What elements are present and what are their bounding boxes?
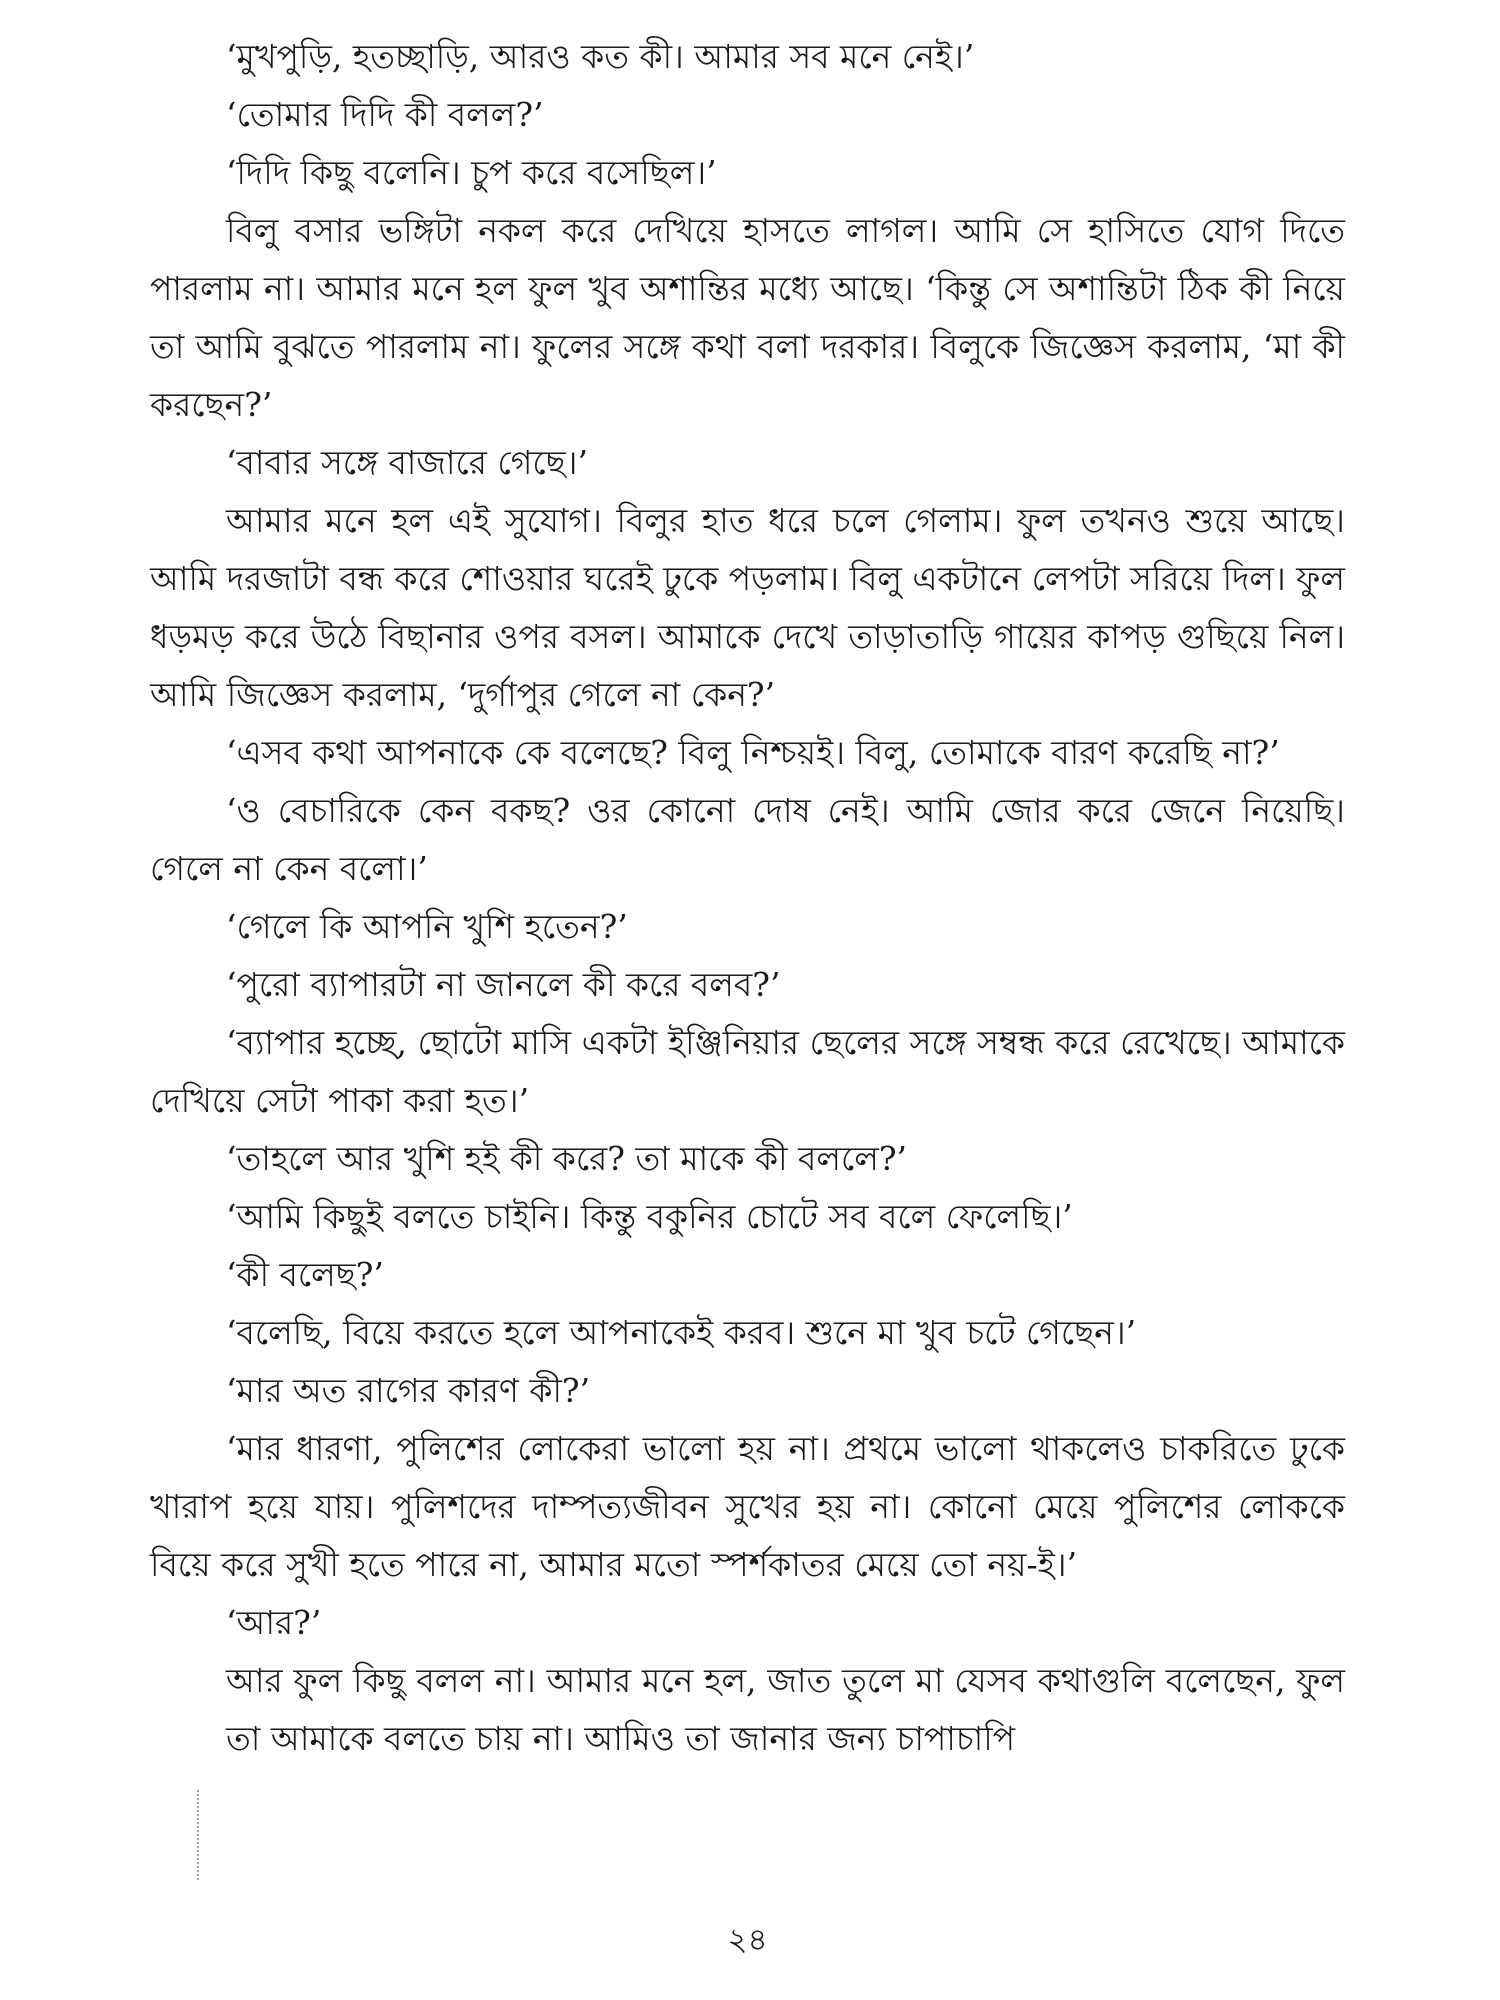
paragraph-18: ‘আর?’	[226, 1603, 322, 1642]
paragraph-17: ‘মার ধারণা, পুলিশের লোকেরা ভালো হয় না। প্রথমে ভালো থাকলেও চাকরিতে ঢুকে খারাপ হয়ে যায়। পুলিশদের দাম্পত্যজীবন সুখের হয় না। কোনো মেয়ে পুলিশের লোককে বিয়ে করে সুখী হতে পারে না, আমার মতো স্পর্শকাতর মেয়ে তো নয়-ই।’	[150, 1429, 1345, 1584]
paragraph-12: ‘তাহলে আর খুশি হই কী করে? তা মাকে কী বললে?’	[226, 1139, 908, 1178]
paragraph-19: আর ফুল কিছু বলল না। আমার মনে হল, জাত তুলে মা যেসব কথাগুলি বলেছেন, ফুল তা আমাকে বলতে চায় না। আমিও তা জানার জন্য চাপাচাপি	[226, 1661, 1345, 1758]
paragraph-4: বিলু বসার ভঙ্গিটা নকল করে দেখিয়ে হাসতে লাগল। আমি সে হাসিতে যোগ দিতে পারলাম না। আমার মনে হল ফুল খুব অশান্তির মধ্যে আছে। ‘কিন্তু সে অশান্তিটা ঠিক কী নিয়ে তা আমি বুঝতে পারলাম না। ফুলের সঙ্গে কথা বলা দরকার। বিলুকে জিজ্ঞেস করলাম, ‘মা কী করছেন?’	[150, 211, 1345, 424]
paragraph-6: আমার মনে হল এই সুযোগ। বিলুর হাত ধরে চলে গেলাম। ফুল তখনও শুয়ে আছে। আমি দরজাটা বন্ধ করে শোওয়ার ঘরেই ঢুকে পড়লাম। বিলু একটানে লেপটা সরিয়ে দিল। ফুল ধড়মড় করে উঠে বিছানার ওপর বসল। আমাকে দেখে তাড়াতাড়ি গায়ের কাপড় গুছিয়ে নিল। আমি জিজ্ঞেস করলাম, ‘দুর্গাপুর গেলে না কেন?’	[150, 501, 1345, 714]
paragraph-10: ‘পুরো ব্যাপারটা না জানলে কী করে বলব?’	[226, 965, 781, 1004]
paragraph-13: ‘আমি কিছুই বলতে চাইনি। কিন্তু বকুনির চোটে সব বলে ফেলেছি।’	[226, 1197, 1073, 1236]
paragraph-15: ‘বলেছি, বিয়ে করতে হলে আপনাকেই করব। শুনে মা খুব চটে গেছেন।’	[226, 1313, 1137, 1352]
paragraph-7: ‘এসব কথা আপনাকে কে বলেছে? বিলু নিশ্চয়ই। বিলু, তোমাকে বারণ করেছি না?’	[226, 733, 1280, 772]
book-page	[150, 28, 1345, 1968]
page-number: ২৪	[727, 1922, 768, 1958]
margin-scan-mark	[197, 1790, 205, 1880]
paragraph-8: ‘ও বেচারিকে কেন বকছ? ওর কোনো দোষ নেই। আমি জোর করে জেনে নিয়েছি। গেলে না কেন বলো।’	[150, 791, 1345, 888]
paragraph-9: ‘গেলে কি আপনি খুশি হতেন?’	[226, 907, 628, 946]
paragraph-16: ‘মার অত রাগের কারণ কী?’	[226, 1371, 591, 1410]
paragraph-1: ‘মুখপুড়ি, হতচ্ছাড়ি, আরও কত কী। আমার সব মনে নেই।’	[226, 37, 975, 76]
paragraph-14: ‘কী বলেছ?’	[226, 1255, 384, 1294]
paragraph-11: ‘ব্যাপার হচ্ছে, ছোটো মাসি একটা ইঞ্জিনিয়ার ছেলের সঙ্গে সম্বন্ধ করে রেখেছে। আমাকে দেখিয়ে সেটা পাকা করা হত।’	[150, 1023, 1345, 1120]
paragraph-2: ‘তোমার দিদি কী বলল?’	[226, 95, 544, 134]
paragraph-5: ‘বাবার সঙ্গে বাজারে গেছে।’	[226, 443, 588, 482]
paragraph-3: ‘দিদি কিছু বলেনি। চুপ করে বসেছিল।’	[226, 153, 717, 192]
